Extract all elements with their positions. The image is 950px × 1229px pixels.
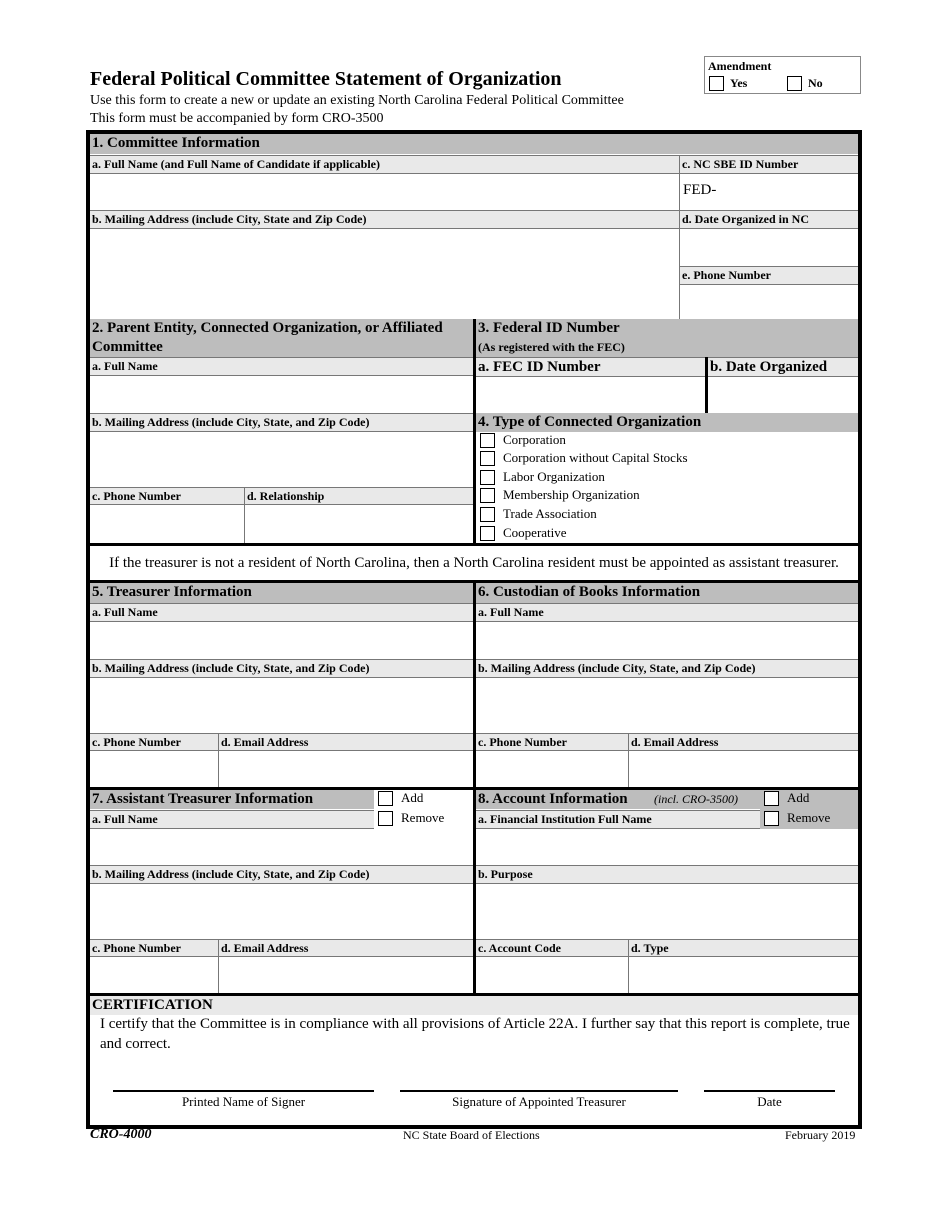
s5-full-name-label: a. Full Name [90,603,474,622]
revision-date: February 2019 [785,1128,856,1142]
s7-phone-label: c. Phone Number [90,939,218,957]
org-type-labor-checkbox[interactable] [480,470,495,485]
org-type-cooperative-label: Cooperative [503,525,567,540]
form-subtitle: Use this form to create a new or update an existing North Carolina Federal Political Committee [90,93,624,108]
s1-phone-label: e. Phone Number [680,266,858,285]
org-type-corp-no-stock[interactable] [480,450,688,466]
s2-mailing-address-label: b. Mailing Address (include City, State, and Zip Code) [90,413,474,432]
s7-s8-divider [473,790,476,994]
s8-remove-option[interactable] [764,810,830,826]
s3-date-organized-label: b. Date Organized [708,357,858,377]
s7-add-label: Add [401,790,424,805]
s6-full-name-field[interactable] [476,622,858,659]
date-line[interactable] [704,1090,835,1092]
s8-institution-field[interactable] [476,829,858,865]
s5-email-label: d. Email Address [219,733,474,751]
s6-email-label: d. Email Address [629,733,858,751]
s6-full-name-label: a. Full Name [476,603,858,622]
s2-mailing-address-field[interactable] [90,432,474,487]
s3-fec-id-field[interactable] [476,377,705,413]
form-id: CRO-4000 [90,1127,152,1142]
s5-mailing-address-label: b. Mailing Address (include City, State, and Zip Code) [90,659,474,678]
printed-name-caption: Printed Name of Signer [181,1094,306,1109]
s7-email-field[interactable] [219,957,474,994]
s5-phone-label: c. Phone Number [90,733,218,751]
org-type-cooperative-checkbox[interactable] [480,526,495,541]
s3-date-organized-field[interactable] [708,377,858,413]
section-5-header: 5. Treasurer Information [90,583,474,603]
s1-full-name-field[interactable] [90,174,679,210]
s7-phone-divider [218,939,219,994]
s1-full-name-label: a. Full Name (and Full Name of Candidate if applicable) [90,155,679,174]
org-type-corporation-checkbox[interactable] [480,433,495,448]
s3-divider [705,357,708,413]
s5-full-name-field[interactable] [90,622,474,659]
s8-code-divider [628,939,629,994]
s5-phone-divider [218,733,219,788]
date-caption: Date [757,1094,782,1109]
s2-phone-divider [244,487,245,544]
s3-fec-id-label: a. FEC ID Number [476,357,705,377]
s6-mailing-address-label: b. Mailing Address (include City, State, and Zip Code) [476,659,858,678]
s6-phone-field[interactable] [476,751,628,788]
org-type-membership-label: Membership Organization [503,487,640,502]
amendment-no-label: No [808,76,823,90]
amendment-box [704,56,861,94]
section-7-header: 7. Assistant Treasurer Information [90,790,374,809]
section-8-header [476,790,760,809]
section-1-header: 1. Committee Information [90,134,858,154]
s8-purpose-field[interactable] [476,884,858,939]
s1-divider [679,155,680,319]
org-type-corp-no-stock-label: Corporation without Capital Stocks [503,450,688,465]
treasurer-residency-notice: If the treasurer is not a resident of North Carolina, then a North Carolina resident must be appointed as assistant treasurer. [109,555,839,571]
s8-purpose-label: b. Purpose [476,865,858,884]
form-body [86,130,862,1129]
s8-add-label: Add [787,790,810,805]
s7-phone-field[interactable] [90,957,218,994]
s8-type-label: d. Type [629,939,858,957]
org-type-membership-checkbox[interactable] [480,488,495,503]
s8-remove-checkbox[interactable] [764,811,779,826]
s1-date-organized-label: d. Date Organized in NC [680,210,858,229]
s7-mailing-address-label: b. Mailing Address (include City, State, and Zip Code) [90,865,474,884]
s1-date-organized-field[interactable] [680,229,858,266]
notice-top-border [90,543,858,546]
s6-mailing-address-field[interactable] [476,678,858,733]
s8-add-checkbox[interactable] [764,791,779,806]
s5-mailing-address-field[interactable] [90,678,474,733]
section-6-header: 6. Custodian of Books Information [476,583,858,603]
s8-account-code-field[interactable] [476,957,628,994]
amendment-no-option[interactable] [787,76,823,91]
form-requirement: This form must be accompanied by form CRO-3500 [90,111,384,126]
s7-remove-checkbox[interactable] [378,811,393,826]
s6-phone-divider [628,733,629,788]
s7-mailing-address-field[interactable] [90,884,474,939]
s6-phone-label: c. Phone Number [476,733,628,751]
section-2-header [90,319,474,357]
s7-full-name-label: a. Full Name [90,810,374,829]
s7-remove-option[interactable] [378,810,444,826]
org-type-labor-label: Labor Organization [503,469,605,484]
s7-remove-label: Remove [401,810,445,825]
certification-statement: I certify that the Committee is in compliance with all provisions of Article 22A. I further say that this report is complete, true and correct. [100,1016,850,1052]
s2-s4-divider [473,319,476,544]
org-type-corporation-label: Corporation [503,432,566,447]
form-title: Federal Political Committee Statement of Organization [90,68,562,90]
org-type-corp-no-stock-checkbox[interactable] [480,451,495,466]
section-3-header [476,319,858,357]
s2-relationship-label: d. Relationship [245,487,474,505]
s5-phone-field[interactable] [90,751,218,788]
org-type-cooperative[interactable] [480,525,567,541]
s8-institution-label: a. Financial Institution Full Name [476,810,760,829]
org-type-trade-checkbox[interactable] [480,507,495,522]
certification-header: CERTIFICATION [90,996,858,1015]
s1-mailing-address-label: b. Mailing Address (include City, State and Zip Code) [90,210,679,229]
org-type-trade[interactable] [480,506,597,522]
printed-name-line[interactable] [113,1090,374,1092]
org-type-labor[interactable] [480,469,605,485]
signature-line[interactable] [400,1090,678,1092]
s8-add-option[interactable] [764,790,809,806]
s6-email-field[interactable] [629,751,858,788]
agency-name: NC State Board of Elections [403,1128,540,1142]
signature-caption: Signature of Appointed Treasurer [452,1094,626,1109]
amendment-yes-option[interactable] [709,76,747,91]
amendment-no-checkbox[interactable] [787,76,802,91]
org-type-corporation[interactable] [480,432,566,448]
s1-sbe-id-field[interactable]: FED- [683,182,717,198]
s1-phone-field[interactable] [680,285,858,319]
s2-full-name-field[interactable] [90,376,474,413]
s8-type-field[interactable] [629,957,858,994]
org-type-membership[interactable] [480,487,640,503]
s2-relationship-field[interactable] [245,505,474,544]
s7-add-checkbox[interactable] [378,791,393,806]
section-2-title-line1: 2. Parent Entity, Connected Organization, or Affiliated [92,320,443,336]
s5-email-field[interactable] [219,751,474,788]
s8-remove-label: Remove [787,810,831,825]
section-8-title: 8. Account Information [478,791,628,807]
amendment-label: Amendment [708,59,772,73]
s7-full-name-field[interactable] [90,829,474,865]
amendment-yes-checkbox[interactable] [709,76,724,91]
s5-s6-divider [473,583,476,788]
s7-add-option[interactable] [378,790,423,806]
s1-mailing-address-field[interactable] [90,229,679,319]
s7-email-label: d. Email Address [219,939,474,957]
s2-full-name-label: a. Full Name [90,357,474,376]
s2-phone-label: c. Phone Number [90,487,244,505]
s1-sbe-id-label: c. NC SBE ID Number [680,155,858,174]
section-8-incl-note: (incl. CRO-3500) [654,792,738,806]
s2-phone-field[interactable] [90,505,244,544]
s8-account-code-label: c. Account Code [476,939,628,957]
org-type-trade-label: Trade Association [503,506,597,521]
section-2-title-line2: Committee [92,339,163,355]
section-4-header: 4. Type of Connected Organization [476,413,858,432]
section-3-subtitle: (As registered with the FEC) [478,340,625,354]
amendment-yes-label: Yes [730,76,748,90]
section-3-title: 3. Federal ID Number [478,320,620,336]
